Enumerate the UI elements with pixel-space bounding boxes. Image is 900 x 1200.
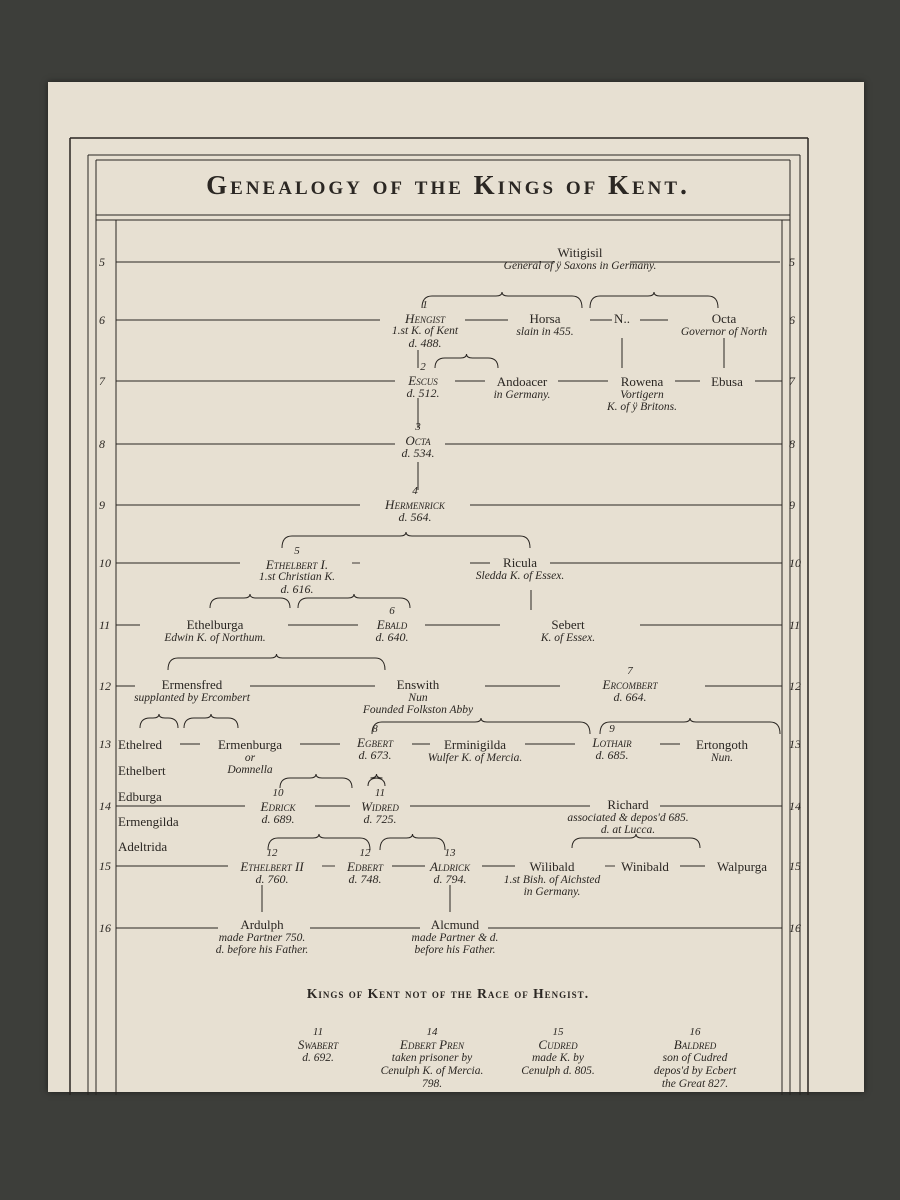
reign-number: 8 <box>372 723 378 735</box>
other-kings-heading: Kings of Kent not of the Race of Hengist. <box>306 986 590 1001</box>
generation-number-left: 6 <box>99 313 105 327</box>
person-widred <box>361 788 399 826</box>
reign-number: 12 <box>359 847 371 859</box>
king-note: 798. <box>421 1077 443 1090</box>
person-hermenrick <box>385 486 445 524</box>
king-note: depos'd by Ecbert <box>653 1065 737 1078</box>
person-lothair <box>592 724 631 762</box>
person-note: Edwin K. of Northum. <box>164 631 266 644</box>
person-note: Nun <box>408 691 428 704</box>
person-richard <box>567 798 688 836</box>
person-octa8 <box>402 422 435 460</box>
person-ethelbert1 <box>259 546 335 596</box>
person-note: Governor of North <box>680 325 768 338</box>
person-note: before his Father. <box>414 943 496 956</box>
generation-number-left: 8 <box>99 437 105 451</box>
person-name: Ermensfred <box>161 677 223 692</box>
person-name: Horsa <box>529 311 561 326</box>
person-name: Erminigilda <box>443 737 507 752</box>
person-note: General of ÿ Saxons in Germany. <box>503 259 657 272</box>
person-name: Escus <box>408 372 438 388</box>
generation-number-left: 16 <box>99 921 111 935</box>
person-sebert <box>541 618 595 644</box>
children-of-ercombert-brace <box>372 718 590 734</box>
person-name: Aldrick <box>430 858 470 874</box>
death-date: d. 760. <box>255 872 289 887</box>
generation-number-left: 7 <box>99 374 105 388</box>
person-edrick <box>261 788 296 826</box>
person-name: Octa <box>405 432 431 448</box>
person-name: Ermengilda <box>118 814 179 829</box>
person-aldrick <box>430 848 470 886</box>
person-note: or <box>244 751 256 764</box>
person-ethelred <box>118 738 162 752</box>
sons-of-hengist-brace <box>435 354 498 368</box>
death-date: d. 616. <box>280 582 314 597</box>
person-enswith <box>363 678 473 716</box>
other-king-entry <box>298 1026 338 1065</box>
generation-number-right: 13 <box>789 737 801 751</box>
king-note: Cenulph d. 805. <box>521 1065 595 1078</box>
person-name: Ethelbert <box>118 763 166 778</box>
person-winibald <box>621 860 669 874</box>
person-name: Hermenrick <box>385 496 445 512</box>
generation-number-right: 16 <box>789 921 801 935</box>
person-name: Lothair <box>592 734 632 750</box>
person-note: 1.st Christian K. <box>258 571 336 584</box>
person-name: N.. <box>614 311 630 326</box>
death-date: d. 564. <box>398 510 432 525</box>
reign-number: 15 <box>552 1026 564 1038</box>
reign-number: 11 <box>312 1026 324 1038</box>
person-ercombert <box>603 666 658 704</box>
generation-number-left: 12 <box>99 679 111 693</box>
generation-number-left: 9 <box>99 498 105 512</box>
generation-number-right: 14 <box>789 799 801 813</box>
person-note: 1.st K. of Kent <box>391 325 459 338</box>
person-name: Ebusa <box>711 374 743 389</box>
sons-of-egbert-brace <box>280 774 352 788</box>
person-ermenburga <box>218 738 282 776</box>
person-name: Ethelred <box>118 737 163 752</box>
person-ebusa <box>711 375 743 389</box>
person-name: Witigisil <box>557 245 603 260</box>
reign-number: 2 <box>420 361 426 373</box>
death-date: d. 748. <box>348 872 382 887</box>
king-name: Edbert Pren <box>399 1037 465 1053</box>
king-name: Cudred <box>538 1037 578 1053</box>
children-of-ermensfred-brace-2 <box>184 714 238 728</box>
person-name: Walpurga <box>717 859 767 874</box>
generation-number-right: 5 <box>789 255 795 269</box>
person-name: Ermenburga <box>217 737 283 752</box>
person-alcmund <box>412 918 499 956</box>
daughters-of-witigisil-brace <box>590 292 718 308</box>
person-note: Vortigern <box>620 388 664 401</box>
reign-number: 5 <box>294 545 300 557</box>
other-king-entry <box>654 1026 736 1090</box>
person-ermengilda <box>118 815 179 829</box>
death-date: d. 794. <box>433 872 467 887</box>
person-note: d. at Lucca. <box>600 823 656 836</box>
generation-number-left: 11 <box>99 618 111 632</box>
children-of-richard-brace <box>572 834 700 848</box>
person-name: Andoacer <box>496 374 548 389</box>
person-name: Hengist <box>405 310 445 326</box>
person-edbert <box>347 848 383 886</box>
person-ethelburga <box>164 618 265 644</box>
generation-number-left: 14 <box>99 799 111 813</box>
person-name: Sebert <box>551 617 585 632</box>
person-adeltrida <box>118 840 167 854</box>
person-name: Edbert <box>347 858 383 874</box>
person-ethelbert2 <box>240 848 303 886</box>
children-of-ermensfred-brace <box>140 714 178 728</box>
reign-number: 7 <box>627 665 633 677</box>
page-title: Genealogy of the Kings of Kent. <box>206 170 690 200</box>
person-ertongoth <box>696 738 748 764</box>
other-king-entry <box>381 1026 484 1090</box>
person-note: d. before his Father. <box>215 943 309 956</box>
person-name: Ebald <box>376 616 408 632</box>
generation-number-left: 15 <box>99 859 111 873</box>
person-note: Wulfer K. of Mercia. <box>427 751 523 764</box>
person-name: Ardulph <box>240 917 284 932</box>
generation-number-left: 10 <box>99 556 111 570</box>
person-edburga <box>118 790 162 804</box>
reign-number: 11 <box>374 787 386 799</box>
king-note: taken prisoner by <box>391 1052 473 1065</box>
king-note: the Great 827. <box>661 1077 729 1090</box>
person-rowena <box>607 375 677 413</box>
death-date: d. 673. <box>358 748 392 763</box>
person-name: Octa <box>711 311 737 326</box>
person-note: Founded Folkston Abby <box>362 703 474 716</box>
person-note: K. of Essex. <box>540 631 596 644</box>
person-name: Ercombert <box>602 676 658 692</box>
king-note: d. 692. <box>302 1052 334 1065</box>
person-egbert <box>357 724 393 762</box>
death-date: d. 488. <box>408 336 442 351</box>
king-note: made K. by <box>531 1052 585 1065</box>
person-name: Rowena <box>620 374 664 389</box>
reign-number: 4 <box>412 485 418 497</box>
death-date: d. 640. <box>375 630 409 645</box>
death-date: d. 512. <box>406 386 440 401</box>
person-walpurga <box>717 860 767 874</box>
generation-number-right: 9 <box>789 498 795 512</box>
person-name: Egbert <box>357 734 393 750</box>
generation-number-right: 15 <box>789 859 801 873</box>
sons-of-egbert-brace-2 <box>368 774 385 786</box>
reign-number: 6 <box>389 605 395 617</box>
reign-number: 13 <box>444 847 456 859</box>
death-date: d. 725. <box>363 812 397 827</box>
person-wilibald <box>504 860 601 898</box>
person-erminigilda <box>428 738 522 764</box>
reign-number: 12 <box>266 847 278 859</box>
children-of-ethelbert-brace <box>210 594 290 608</box>
king-note: son of Cudred <box>662 1052 728 1065</box>
king-name: Swabert <box>297 1037 339 1053</box>
person-name: Edburga <box>118 789 162 804</box>
person-note: supplanted by Ercombert <box>134 691 250 704</box>
person-name: Ethelburga <box>186 617 244 632</box>
reign-number: 9 <box>609 723 615 735</box>
person-name: Ricula <box>503 555 537 570</box>
person-note: made Partner & d. <box>411 931 499 944</box>
generation-number-right: 11 <box>789 618 801 632</box>
person-ricula <box>476 556 564 582</box>
person-ermensfred <box>134 678 250 704</box>
person-name: Ethelbert I. <box>265 556 329 572</box>
person-ardulph <box>216 918 309 956</box>
generation-number-right: 6 <box>789 313 795 327</box>
person-name: Richard <box>607 797 649 812</box>
person-name: Ertongoth <box>696 737 748 752</box>
death-date: d. 685. <box>595 748 629 763</box>
king-name: Baldred <box>673 1037 717 1053</box>
person-hengist <box>392 300 458 350</box>
person-name: Alcmund <box>430 917 480 932</box>
person-note: made Partner 750. <box>218 931 306 944</box>
person-ethelbert13 <box>118 764 166 778</box>
reign-number: 1 <box>422 299 428 311</box>
generation-number-right: 8 <box>789 437 795 451</box>
generation-number-right: 10 <box>789 556 801 570</box>
person-name: Edrick <box>260 798 296 814</box>
reign-number: 10 <box>272 787 284 799</box>
person-andoacer <box>494 375 551 401</box>
death-date: d. 534. <box>401 446 435 461</box>
person-note: slain in 455. <box>516 325 574 338</box>
person-note: Sledda K. of Essex. <box>475 569 565 582</box>
reign-number: 3 <box>415 421 421 433</box>
person-note: in Germany. <box>493 388 551 401</box>
person-name: Winibald <box>621 859 669 874</box>
death-date: d. 689. <box>261 812 295 827</box>
person-horsa <box>516 312 573 338</box>
person-note: Domnella <box>227 763 273 776</box>
reign-number: 16 <box>689 1026 701 1038</box>
king-note: Cenulph K. of Mercia. <box>380 1065 484 1078</box>
person-name: Ethelbert II <box>240 858 304 874</box>
person-name: Adeltrida <box>118 839 168 854</box>
generation-number-left: 13 <box>99 737 111 751</box>
person-witigisil <box>504 246 657 272</box>
person-name: Widred <box>361 798 399 814</box>
death-date: d. 664. <box>613 690 647 705</box>
children-of-ebald-brace <box>168 654 385 670</box>
person-n <box>614 312 630 326</box>
person-octa6 <box>681 312 767 338</box>
person-name: Enswith <box>396 677 440 692</box>
reign-number: 14 <box>426 1026 438 1038</box>
person-ebald <box>376 606 409 644</box>
generation-number-left: 5 <box>99 255 105 269</box>
person-note: in Germany. <box>523 885 581 898</box>
other-king-entry <box>521 1026 594 1078</box>
person-note: K. of ÿ Britons. <box>607 400 677 413</box>
person-note: 1.st Bish. of Aichsted <box>503 873 601 886</box>
generation-number-right: 12 <box>789 679 801 693</box>
person-note: associated & depos'd 685. <box>567 811 689 824</box>
generation-number-right: 7 <box>789 374 795 388</box>
person-name: Wilibald <box>529 859 575 874</box>
person-escus <box>407 362 440 400</box>
person-note: Nun. <box>710 751 734 764</box>
